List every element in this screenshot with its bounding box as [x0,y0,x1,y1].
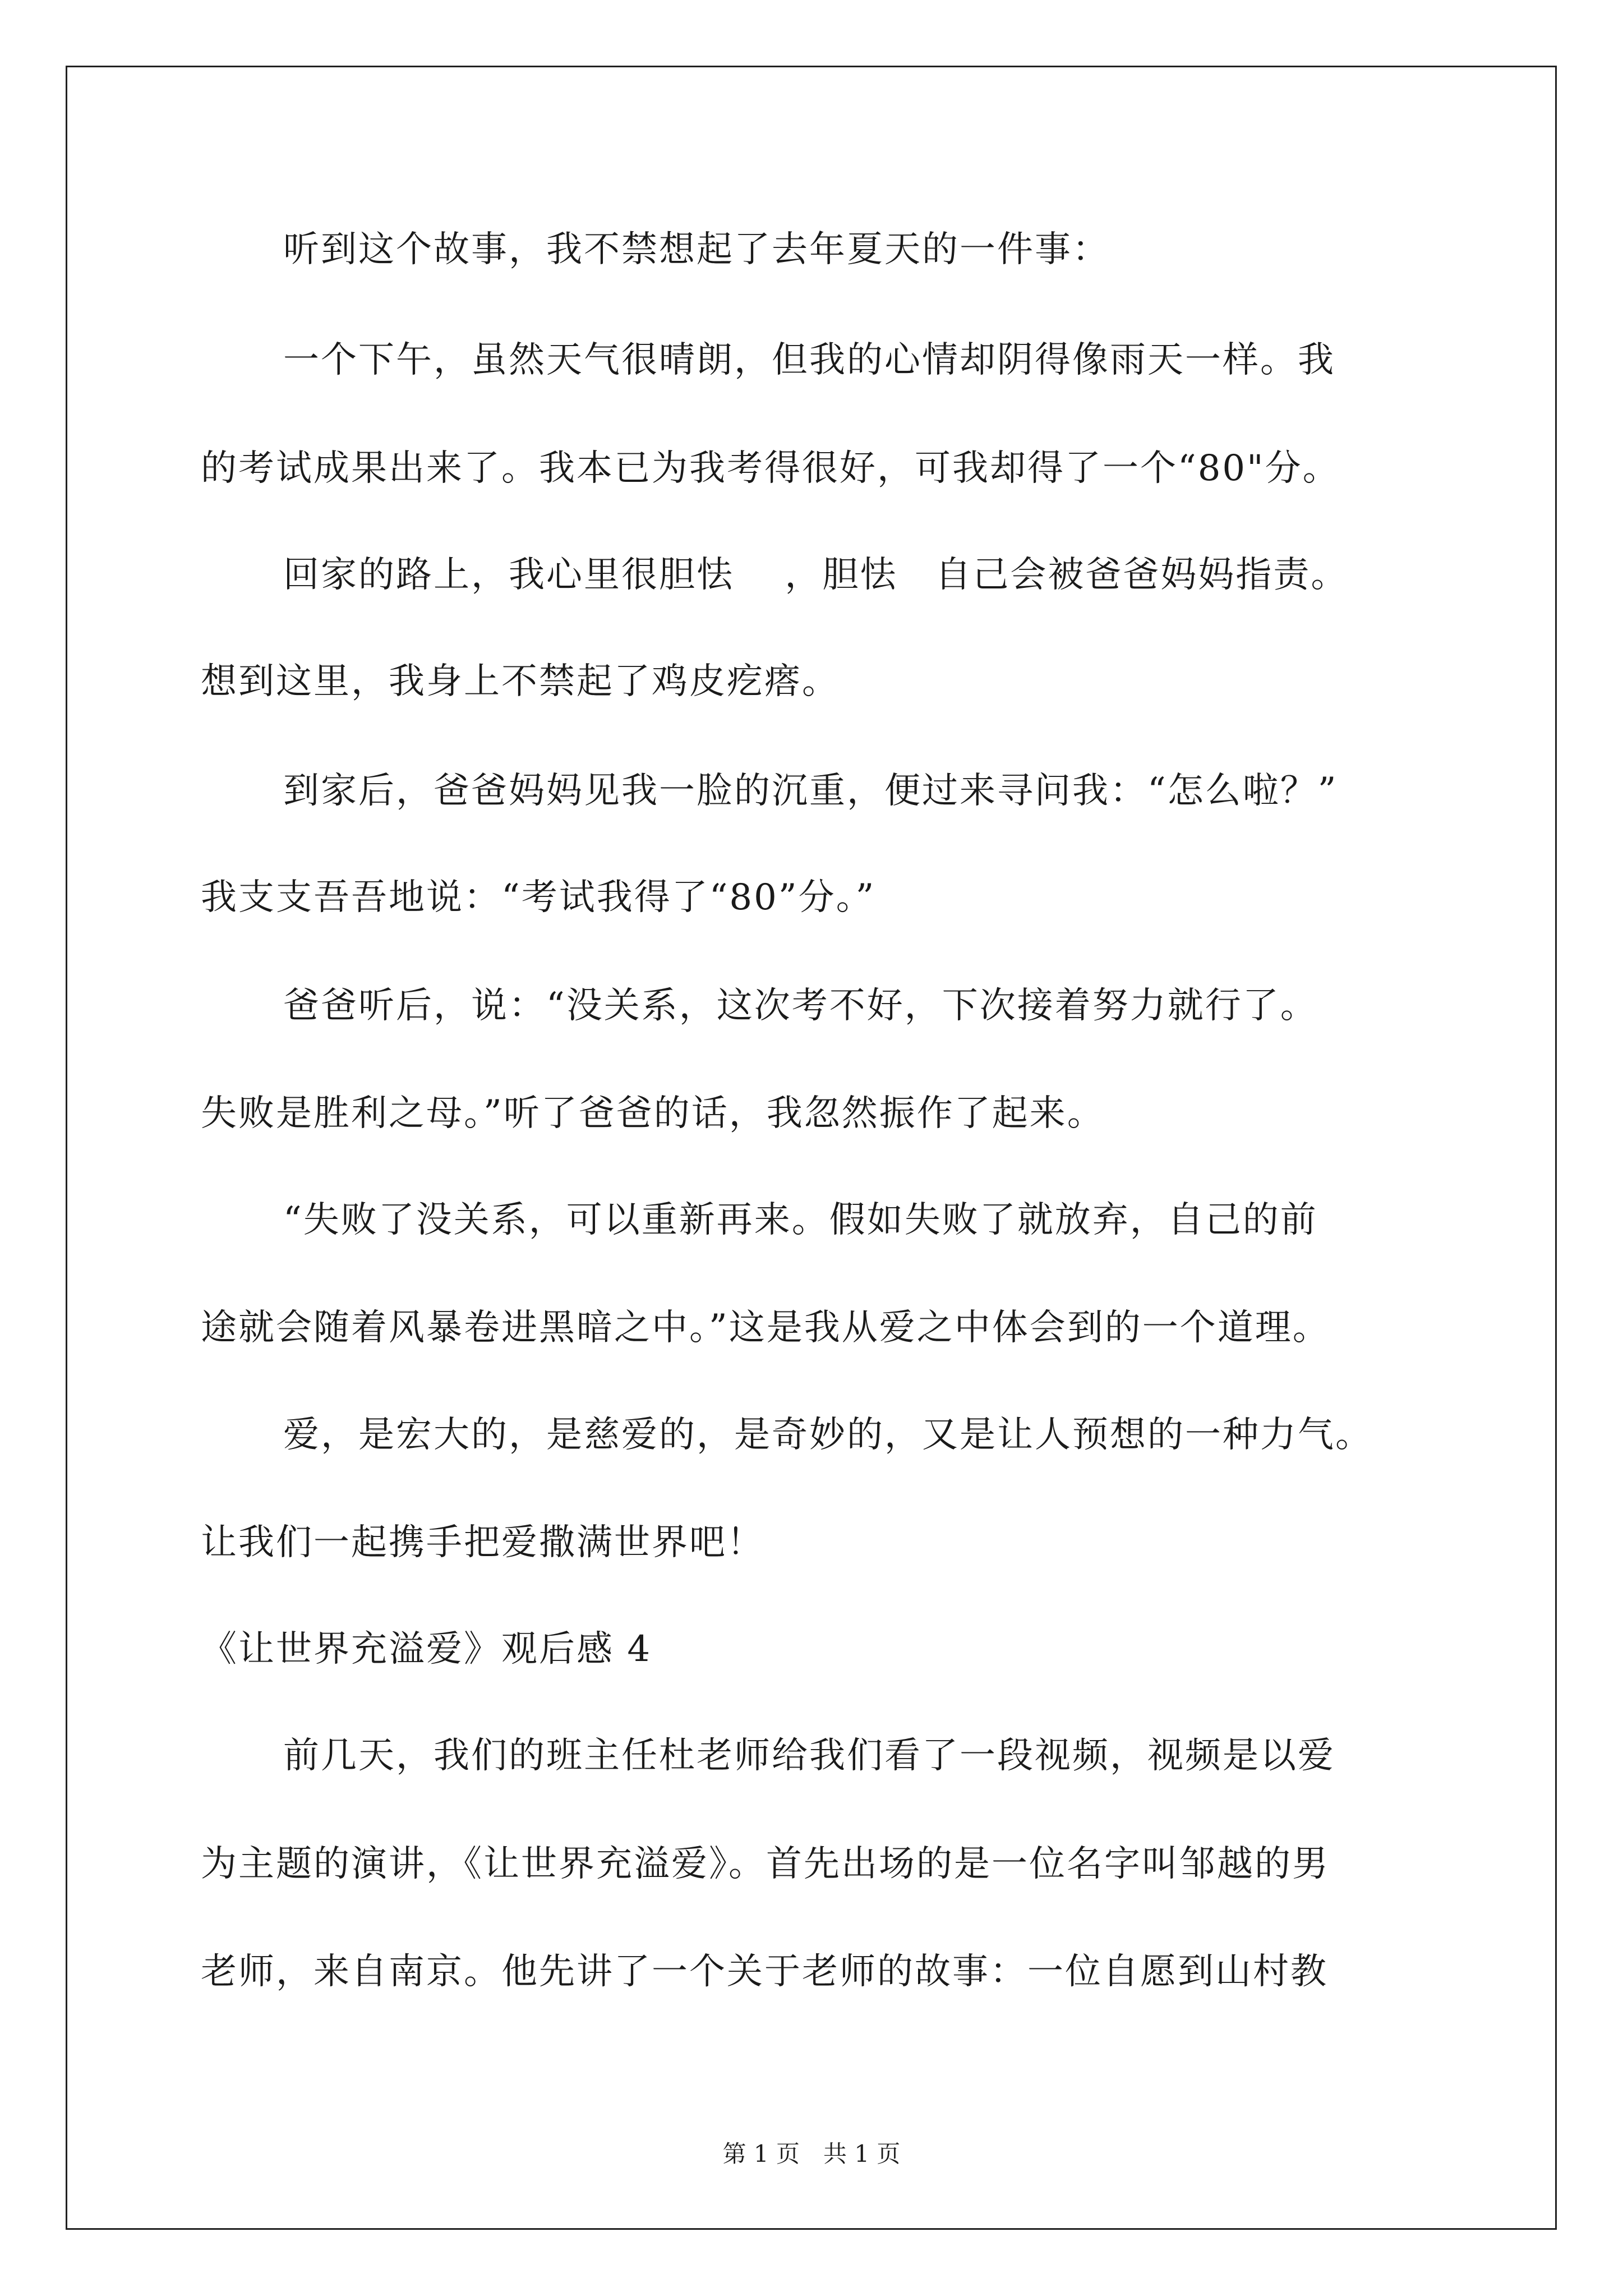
text-line: 到家后，爸爸妈妈见我一脸的沉重，便过来寻问我：“怎么啦？” [283,770,1338,812]
text-line: 听到这个故事，我不禁想起了去年夏天的一件事： [283,229,1110,270]
text-line: 老师，来自南京。他先讲了一个关于老师的故事：一位自愿到山村教 [201,1951,1328,1993]
text-line: 回家的路上，我心里很胆怯 ，胆怯 自己会被爸爸妈妈指责。 [283,554,1349,596]
text-line: 为主题的演讲，《让世界充溢爱》。首先出场的是一位名字叫邹越的男 [201,1843,1330,1885]
text-line: 让我们一起携手把爱撒满世界吧！ [201,1522,764,1563]
text-line: 一个下午，虽然天气很晴朗，但我的心情却阴得像雨天一样。我 [283,339,1335,381]
text-line: 我支支吾吾地说：“考试我得了“80”分。” [201,877,876,918]
text-line: “失败了没关系，可以重新再来。假如失败了就放弃，自己的前 [283,1199,1318,1241]
text-line: 爸爸听后，说：“没关系，这次考不好，下次接着努力就行了。 [283,985,1318,1027]
page-number: 第 1 页 共 1 页 [722,2140,901,2168]
text-line: 失败是胜利之母。”听了爸爸的话，我忽然振作了起来。 [201,1093,1105,1134]
page-border [66,66,1557,2230]
text-line: 爱，是宏大的，是慈爱的，是奇妙的，又是让人预想的一种力气。 [283,1414,1373,1456]
text-line: 想到这里，我身上不禁起了鸡皮疙瘩。 [201,661,840,702]
text-line: 途就会随着风暴卷进黑暗之中。”这是我从爱之中体会到的一个道理。 [201,1307,1330,1349]
text-line: 的考试成果出来了。我本已为我考得很好，可我却得了一个“80"分。 [201,448,1340,489]
section-heading: 《让世界充溢爱》观后感 4 [201,1628,652,1670]
text-line: 前几天，我们的班主任杜老师给我们看了一段视频，视频是以爱 [283,1735,1335,1777]
